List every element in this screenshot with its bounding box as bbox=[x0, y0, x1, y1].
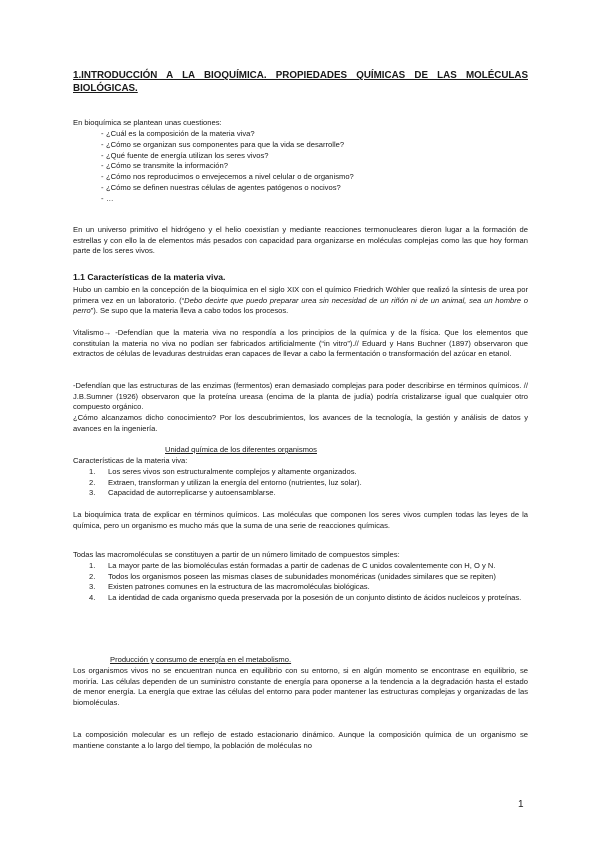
macro-list bbox=[73, 561, 528, 603]
caracteristicas-intro: Características de la materia viva: bbox=[73, 456, 188, 465]
dash-marker: - bbox=[101, 139, 104, 149]
bioquimica-paragraph: La bioquímica trata de explicar en términos químicos. Las moléculas que componen los seres vivos cumplen todas las leyes de la química, pero un organismo es mucho más que la suma de una serie de reacciones químicas. bbox=[73, 510, 528, 530]
caracteristicas-list bbox=[73, 467, 528, 499]
dash-marker: - bbox=[101, 172, 104, 182]
page-number: 1 bbox=[518, 799, 524, 810]
list-item: - ¿Cómo se definen nuestras células de agentes patógenos o nocivos? bbox=[73, 183, 528, 194]
wohler-paragraph: Hubo un cambio en la concepción de la bioquímica en el siglo XIX con el químico Friedrich Wöhler que realizó la síntesis de urea por primera vez en un laboratorio. (“Debo decirte que puedo preparar urea sin necesidad de un riñón ni de un animal, sea un hombre o perro”). Se supo que la materia lleva a cabo todos los procesos. bbox=[73, 285, 528, 316]
energia-paragraph: Los organismos vivos no se encuentran nunca en equilibrio con su entorno, si en algún momento se encontrase en equilibrio, se moriría. Las células dependen de un suministro constante de energía para oponerse a la tendencia a la degradación hasta el estado de menor energía. La energía que extrae las células del entorno para poder mantener las estructuras complejas y organizadas de las biomoléculas. bbox=[73, 666, 528, 707]
dash-marker: - bbox=[101, 182, 104, 192]
list-item: - … bbox=[73, 194, 528, 205]
macro-intro: Todas las macromoléculas se constituyen a partir de un número limitado de compuestos simples: bbox=[73, 550, 400, 559]
wohler-quote: Debo decirte que puedo preparar urea sin necesidad de un riñón ni de un animal, sea un hombre o perro bbox=[73, 295, 528, 316]
dash-marker: - bbox=[101, 129, 104, 138]
enzimas-paragraph: -Defendían que las estructuras de las enzimas (fermentos) eran demasiado complejas para poder describirse en términos químicos. // J.B.Sumner (1926) observaron que la proteína ureasa (encima de la planta de judía) podría cristalizarse igual que cualquier otro compuesto orgánico. bbox=[73, 381, 528, 412]
section-heading-1-1: 1.1 Características de la materia viva. bbox=[73, 272, 226, 282]
list-item: 1. Los seres vivos son estructuralmente complejos y altamente organizados. bbox=[89, 467, 357, 476]
unidad-heading: Unidad química de los diferentes organismos bbox=[165, 445, 317, 454]
intro-text: En bioquímica se plantean unas cuestiones: bbox=[73, 118, 222, 127]
dash-marker: - bbox=[101, 193, 104, 203]
list-item: 2. Extraen, transforman y utilizan la energía del entorno (nutrientes, luz solar). bbox=[89, 477, 362, 487]
list-item: 4. La identidad de cada organismo queda preservada por la posesión de un conjunto distinto de ácidos nucleicos y proteínas. bbox=[89, 592, 522, 602]
page-title: 1.INTRODUCCIÓN A LA BIOQUÍMICA. PROPIEDADES QUÍMICAS DE LAS MOLÉCULAS BIOLÓGICAS. bbox=[73, 70, 528, 94]
list-item: - ¿Cómo nos reproducimos o envejecemos a nivel celular o de organismo? bbox=[73, 172, 528, 183]
composicion-paragraph: La composición molecular es un reflejo de estado estacionario dinámico. Aunque la composición química de un organismo se mantiene constante a lo largo del tiempo, la población de moléculas no bbox=[73, 730, 528, 750]
list-item: 3. Existen patrones comunes en la estructura de las macromoléculas biológicas. bbox=[89, 582, 370, 592]
list-item: 3. Capacidad de autorreplicarse y autoensamblarse. bbox=[89, 488, 276, 498]
energia-heading: Producción y consumo de energía en el metabolismo. bbox=[110, 655, 292, 664]
list-item: 1. La mayor parte de las biomoléculas están formadas a partir de cadenas de C unidos covalentemente con H, O y N. bbox=[89, 561, 496, 570]
conocimiento-paragraph: ¿Cómo alcanzamos dicho conocimiento? Por los descubrimientos, los avances de la tecnología, la gestión y análisis de datos y avances en la ingeniería. bbox=[73, 413, 528, 433]
universe-paragraph: En un universo primitivo el hidrógeno y el helio coexistían y mediante reacciones termonucleares dieron lugar a la formación de estrellas y con ello la de elementos más pesados con capacidad para organizarse en moléculas complejas como las que hoy forman parte de los seres vivos. bbox=[73, 225, 528, 256]
dash-marker: - bbox=[101, 150, 104, 160]
list-item: - ¿Cuál es la composición de la materia viva? bbox=[73, 129, 528, 140]
dash-marker: - bbox=[101, 161, 104, 171]
list-item: - ¿Qué fuente de energía utilizan los seres vivos? bbox=[73, 151, 528, 162]
list-item: - ¿Cómo se transmite la información? bbox=[73, 161, 528, 172]
vitalismo-paragraph: Vitalismo→ -Defendían que la materia viva no respondía a los principios de la química y de la física. Que los elementos que constituían la materia no viva no podían ser fabricados artificialmente (“in vitro”).// Eduard y Hans Buchner (1897) observaron que extractos de células de levaduras destruidas eran capaces de llevar a cabo la fermentación o transformación del azúcar en etanol. bbox=[73, 328, 528, 359]
list-item: - ¿Cómo se organizan sus componentes para que la vida se desarrolle? bbox=[73, 140, 528, 151]
questions-list bbox=[73, 129, 528, 205]
list-item: 2. Todos los organismos poseen las mismas clases de subunidades monoméricas (unidades similares que se repiten) bbox=[89, 571, 496, 581]
